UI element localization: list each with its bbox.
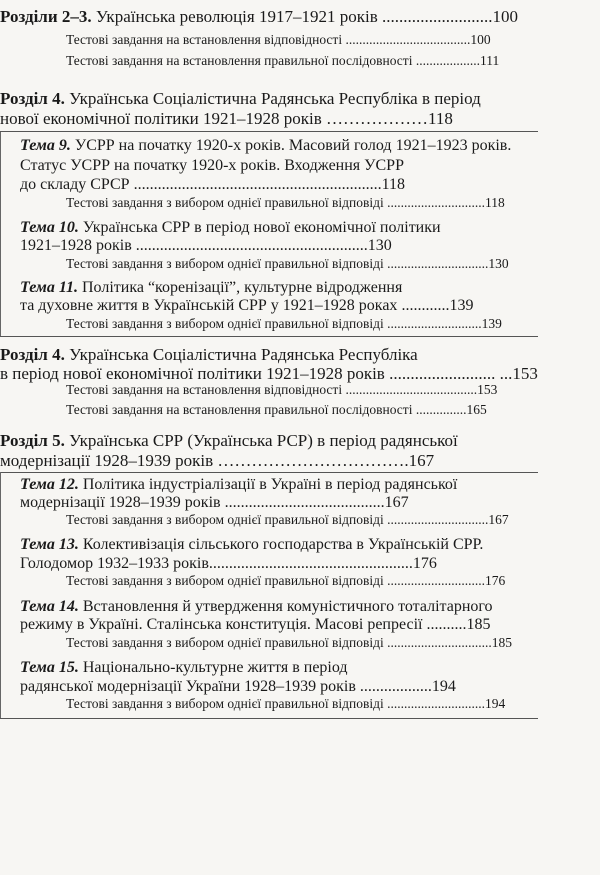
topic-title-line1: Колективізація сільського господарства в Українській СРР.: [82, 536, 484, 553]
toc-section-5[interactable]: [0, 432, 458, 449]
page-number: 153: [477, 382, 498, 397]
topic-title-line3: до складу СРСР: [20, 176, 130, 193]
toc-section-4-repeat-cont[interactable]: [0, 365, 538, 382]
section-label: Розділи 2–3.: [0, 7, 92, 26]
section-divider: [0, 718, 538, 719]
topic-label: Тема 11.: [20, 279, 78, 296]
page-number: 100: [492, 7, 518, 26]
toc-section-4-cont[interactable]: [0, 110, 453, 127]
toc-section-4[interactable]: [0, 90, 481, 107]
dot-leader: ..........: [422, 616, 467, 633]
page-number: 176: [485, 573, 506, 588]
topic-title-line1: Українська СРР в період нової економічної політики: [82, 219, 441, 236]
toc-topic-10-line2: [20, 238, 392, 254]
toc-topic-15[interactable]: [20, 660, 348, 676]
toc-subitem[interactable]: [66, 317, 502, 331]
toc-topic-13[interactable]: [20, 537, 483, 553]
page-number: 118: [428, 109, 453, 128]
subitem-title: Тестові завдання з вибором однієї правильної відповіді: [66, 512, 384, 527]
dot-leader: ...................: [412, 53, 480, 68]
page-number: 185: [466, 616, 491, 633]
topic-label: Тема 13.: [20, 536, 79, 553]
dot-leader: .............................: [383, 195, 486, 210]
toc-topic-12-line2: [20, 495, 409, 511]
topic-title-line2: Статус УСРР на початку 1920-х років. Входження УСРР: [20, 157, 404, 174]
toc-subitem[interactable]: [66, 33, 491, 47]
page-number: 185: [491, 635, 513, 650]
toc-subitem[interactable]: [66, 636, 512, 650]
toc-topic-11-line2: [20, 298, 473, 314]
dot-leader: .............................: [383, 573, 486, 588]
dot-leader: .....................................: [342, 32, 471, 47]
dot-leader: ………………: [321, 109, 429, 128]
toc-topic-12[interactable]: [20, 477, 457, 493]
page-number: 130: [488, 256, 509, 271]
page-number: 167: [384, 494, 409, 511]
dot-leader: .......................................: [342, 382, 478, 397]
dot-leader: ..........................: [377, 7, 493, 26]
topic-title-line2: 1921–1928 років: [20, 237, 132, 254]
topic-title-line1: УСРР на початку 1920-х років. Масовий голод 1921–1923 років.: [74, 137, 512, 154]
toc-section-5-cont[interactable]: [0, 452, 434, 469]
dot-leader: .........................: [384, 364, 500, 383]
topic-title-line2: та духовне життя в Українській СРР у 1921–1928 роках: [20, 297, 398, 314]
section-label: Розділ 4.: [0, 345, 65, 364]
toc-section-4-repeat[interactable]: [0, 346, 418, 363]
page-number: 194: [431, 678, 456, 695]
toc-subitem[interactable]: [66, 574, 505, 588]
section-title-line1: Українська Соціалістична Радянська Республіка: [69, 345, 418, 364]
toc-subitem[interactable]: [66, 403, 487, 417]
page-number: 167: [408, 451, 435, 470]
section-title-line2: в період нової економічної політики 1921–1928 років: [0, 364, 385, 383]
section-label: Розділ 4.: [0, 89, 65, 108]
subitem-title: Тестові завдання з вибором однієї правильної відповіді: [66, 696, 384, 711]
page-number: 130: [367, 237, 392, 254]
section-divider: [0, 336, 538, 337]
toc-topic-15-line2: [20, 679, 456, 695]
toc-topic-11[interactable]: [20, 280, 402, 296]
subitem-title: Тестові завдання з вибором однієї правильної відповіді: [66, 256, 384, 271]
subitem-title: Тестові завдання на встановлення правильної послідовності: [66, 402, 413, 417]
topic-label: Тема 15.: [20, 659, 79, 676]
section-divider: [0, 131, 538, 132]
dot-leader: ...............................: [383, 635, 492, 650]
toc-topic-9[interactable]: [20, 138, 511, 154]
topic-title-line1: Національно-культурне життя в період: [82, 659, 348, 676]
page-number: 111: [479, 53, 500, 68]
dot-leader: .............................: [383, 696, 486, 711]
dot-leader: ..................: [355, 678, 432, 695]
topic-title-line2: Голодомор 1932–1933 років: [20, 555, 209, 572]
topic-title-line2: модернізації 1928–1939 років: [20, 494, 221, 511]
toc-subitem[interactable]: [66, 54, 499, 68]
page-number: ...153: [499, 364, 538, 383]
toc-topic-14[interactable]: [20, 599, 493, 615]
section-title-line1: Українська СРР (Українська РСР) в період радянської: [69, 431, 458, 450]
page-number: 194: [485, 696, 506, 711]
section-title-line1: Українська Соціалістична Радянська Республіка в період: [69, 89, 481, 108]
subitem-title: Тестові завдання на встановлення відповідності: [66, 382, 343, 397]
page-number: 118: [381, 176, 405, 193]
topic-bracket-line: [0, 132, 1, 336]
topic-title-line1: Політика індустріалізації в Україні в період радянської: [82, 476, 458, 493]
topic-title-line1: Політика “коренізації”, культурне відродження: [81, 279, 403, 296]
dot-leader: ..........................................................: [131, 237, 368, 254]
toc-topic-9-line3: [20, 177, 405, 193]
toc-topic-9-line2: [20, 158, 404, 174]
section-divider: [0, 472, 538, 473]
dot-leader: ............: [397, 297, 450, 314]
subitem-title: Тестові завдання з вибором однієї правильної відповіді: [66, 573, 384, 588]
toc-topic-10[interactable]: [20, 220, 441, 236]
page-number: 139: [481, 316, 502, 331]
toc-topic-13-line2: [20, 556, 437, 572]
dot-leader: ............................: [383, 316, 482, 331]
page-number: 118: [485, 195, 505, 210]
page-number: 100: [470, 32, 491, 47]
dot-leader: …………………………….: [213, 451, 409, 470]
topic-label: Тема 14.: [20, 598, 79, 615]
toc-section-2-3[interactable]: [0, 8, 518, 25]
subitem-title: Тестові завдання на встановлення відповідності: [66, 32, 343, 47]
toc-subitem[interactable]: [66, 697, 505, 711]
toc-subitem[interactable]: [66, 383, 497, 397]
subitem-title: Тестові завдання з вибором однієї правильної відповіді: [66, 316, 384, 331]
subitem-title: Тестові завдання з вибором однієї правильної відповіді: [66, 195, 384, 210]
topic-title-line1: Встановлення й утвердження комуністичного тоталітарного: [82, 598, 493, 615]
dot-leader: ...............: [412, 402, 467, 417]
subitem-title: Тестові завдання на встановлення правильної послідовності: [66, 53, 413, 68]
toc-subitem[interactable]: [66, 257, 509, 271]
subitem-title: Тестові завдання з вибором однієї правильної відповіді: [66, 635, 384, 650]
topic-title-line2: режиму в Україні. Сталінська конституція. Масові репресії: [20, 616, 423, 633]
dot-leader: ..............................................................: [129, 176, 382, 193]
page-number: 176: [412, 555, 437, 572]
section-title: Українська революція 1917–1921 років: [95, 7, 378, 26]
dot-leader: ..............................: [383, 256, 489, 271]
dot-leader: ..............................: [383, 512, 489, 527]
topic-label: Тема 10.: [20, 219, 79, 236]
topic-label: Тема 12.: [20, 476, 79, 493]
topic-title-line2: радянської модернізації України 1928–1939 років: [20, 678, 356, 695]
page-number: 167: [488, 512, 509, 527]
dot-leader: ...................................................: [208, 555, 413, 572]
toc-subitem[interactable]: [66, 513, 509, 527]
topic-label: Тема 9.: [20, 137, 71, 154]
section-title-line2: модернізації 1928–1939 років: [0, 451, 214, 470]
toc-subitem[interactable]: [66, 196, 505, 210]
toc-topic-14-line2: [20, 617, 490, 633]
topic-bracket-line: [0, 472, 1, 718]
section-title-line2: нової економічної політики 1921–1928 років: [0, 109, 322, 128]
page-number: 165: [466, 402, 487, 417]
page-number: 139: [449, 297, 474, 314]
section-label: Розділ 5.: [0, 431, 65, 450]
dot-leader: ........................................: [220, 494, 385, 511]
